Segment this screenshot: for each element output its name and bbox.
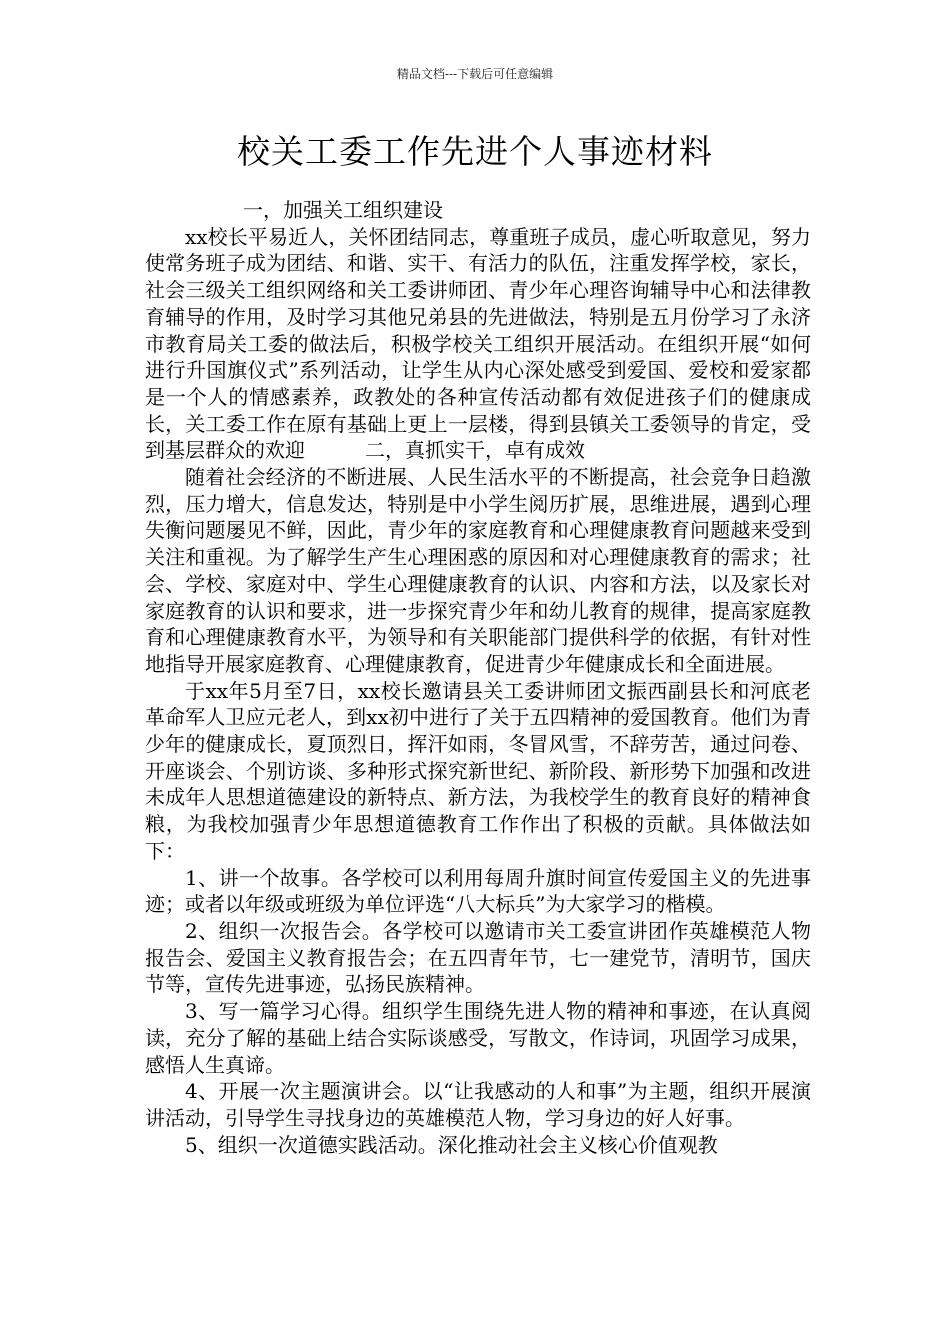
list-item-3: 3、写一篇学习心得。组织学生围绕先进人物的精神和事迹，在认真阅读，充分了解的基础上结合实际谈感受，写散文，作诗词，巩固学习成果，感悟人生真谛。 — [145, 999, 811, 1077]
section-heading-1: 一，加强关工组织建设 — [243, 198, 443, 222]
list-item-2: 2、组织一次报告会。各学校可以邀请市关工委宣讲团作英雄模范人物报告会、爱国主义教育报告会；在五四青年节，七一建党节，清明节，国庆节等，宣传先进事迹，弘扬民族精神。 — [145, 918, 811, 997]
paragraph-3: 于xx年5月至7日，xx校长邀请县关工委讲师团文振西副县长和河底老革命军人卫应元老人，到xx初中进行了关于五四精神的爱国教育。他们为青少年的健康成长，夏顶烈日，挥汗如雨，冬冒风雪，不辞劳苦，通过问卷、开座谈会、个别访谈、多种形式探究新世纪、新阶段、新形势下加强和改进未成年人思想道德建设的新特点、新方法，为我校学生的教育良好的精神食粮，为我校加强青少年思想道德教育工作作出了积极的贡献。具体做法如下： — [145, 678, 811, 863]
document-title: 校关工委工作先进个人事迹材料 — [237, 132, 713, 171]
header-note: 精品文档---下载后可任意编辑 — [396, 67, 554, 81]
section-heading-2: 二，真抓实干，卓有成效 — [365, 438, 585, 463]
list-item-1: 1、讲一个故事。各学校可以利用每周升旗时间宣传爱国主义的先进事迹；或者以年级或班级为单位评选“八大标兵”为大家学习的楷模。 — [145, 865, 811, 917]
paragraph-2: 随着社会经济的不断进展、人民生活水平的不断提高，社会竞争日趋激烈，压力增大，信息发达，特别是中小学生阅历扩展，思维进展，遇到心理失衡问题屡见不鲜，因此，青少年的家庭教育和心理健康教育问题越来受到关注和重视。为了解学生产生心理困惑的原因和对心理健康教育的需求；社会、学校、家庭对中、学生心理健康教育的认识、内容和方法，以及家长对家庭教育的认识和要求，进一步探究青少年和幼儿教育的规律，提高家庭教育和心理健康教育水平，为领导和有关职能部门提供科学的依据，有针对性地指导开展家庭教育、心理健康教育，促进青少年健康成长和全面进展。 — [145, 465, 811, 676]
document-body — [145, 197, 811, 1158]
list-item-4: 4、开展一次主题演讲会。以“让我感动的人和事”为主题，组织开展演讲活动，引导学生寻找身边的英雄模范人物，学习身边的好人好事。 — [145, 1079, 811, 1130]
paragraph-1-text: xx校长平易近人，关怀团结同志，尊重班子成员，虚心听取意见，努力使常务班子成为团结、和谐、实干、有活力的队伍，注重发挥学校，家长，社会三级关工组织网络和关工委讲师团、青少年心理咨询辅导中心和法律教育辅导的作用，及时学习其他兄弟县的先进做法，特别是五月份学习了永济市教育局关工委的做法后，积极学校关工组织开展活动。在组织开展“如何进行升国旗仪式”系列活动，让学生从内心深处感受到爱国、爱校和爱家都是一个人的情感素养，政教处的各种宣传活动都有效促进孩子们的健康成长，关工委工作在原有基础上更上一层楼，得到县镇关工委领导的肯定，受到基层群众的欢迎 — [145, 224, 811, 463]
paragraph-1 — [145, 224, 811, 464]
list-item-5: 5、组织一次道德实践活动。深化推动社会主义核心价值观教 — [185, 1132, 718, 1157]
